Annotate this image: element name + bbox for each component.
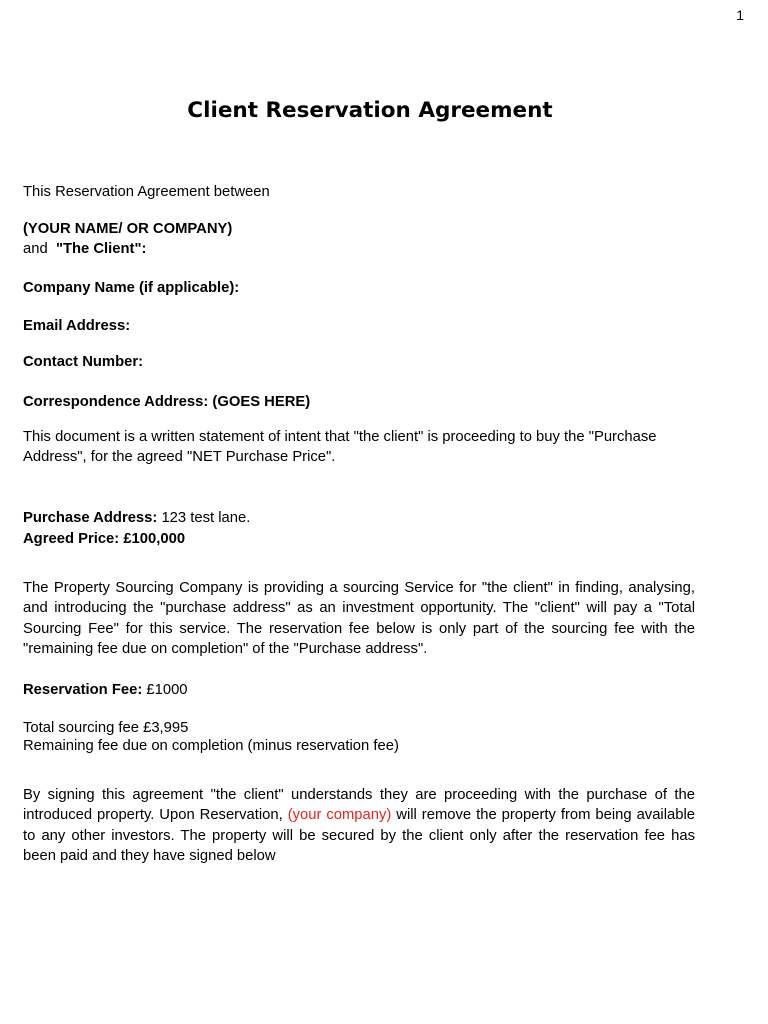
remaining-fee: Remaining fee due on completion (minus reservation fee): [23, 738, 399, 754]
signing-text-part2: will remove the property from being available to any other investors. The property will be secured by the client only after the reservation fee has been paid and they have signed below: [23, 807, 695, 864]
intro-line: This Reservation Agreement between: [23, 184, 270, 200]
page-number: 1: [736, 7, 744, 23]
and-word: and: [23, 241, 48, 257]
your-company-highlight: (your company): [287, 807, 392, 824]
sourcing-paragraph: The Property Sourcing Company is providing a sourcing Service for "the client" in finding, analysing, and introducing the "purchase address" as an investment opportunity. The "client" will pay a "Total Sourcing Fee" for this service. The reservation fee below is only part of the sourcing fee with the "remaining fee due on completion" of the "Purchase address".: [23, 580, 695, 657]
reservation-fee-value: £1000: [146, 682, 188, 698]
the-client-label: "The Client":: [55, 241, 147, 257]
signing-paragraph: [23, 785, 695, 866]
client-line: [23, 239, 146, 259]
intent-statement: This document is a written statement of intent that "the client" is proceeding to buy the "Purchase Address", for the agreed "NET Purchase Price".: [23, 429, 657, 466]
purchase-address-value: 123 test lane.: [161, 510, 251, 526]
agreed-price: Agreed Price: £100,000: [23, 531, 186, 547]
total-sourcing-fee: Total sourcing fee £3,995: [23, 720, 189, 736]
email-field: Email Address:: [23, 318, 131, 334]
party-one: (YOUR NAME/ OR COMPANY): [23, 221, 233, 237]
reservation-fee-label: Reservation Fee:: [23, 682, 143, 698]
purchase-address-label: Purchase Address:: [23, 510, 158, 526]
correspondence-address-field: Correspondence Address: (GOES HERE): [23, 394, 311, 410]
company-name-field: Company Name (if applicable):: [23, 280, 240, 296]
purchase-address-line: [23, 508, 250, 528]
signing-text-part1: By signing this agreement "the client" understands they are proceeding with the purchase of the introduced property. Upon Reservation,: [23, 787, 695, 824]
document-title: Client Reservation Agreement: [187, 98, 553, 123]
contact-number-field: Contact Number:: [23, 354, 144, 370]
reservation-fee-line: [23, 680, 188, 700]
